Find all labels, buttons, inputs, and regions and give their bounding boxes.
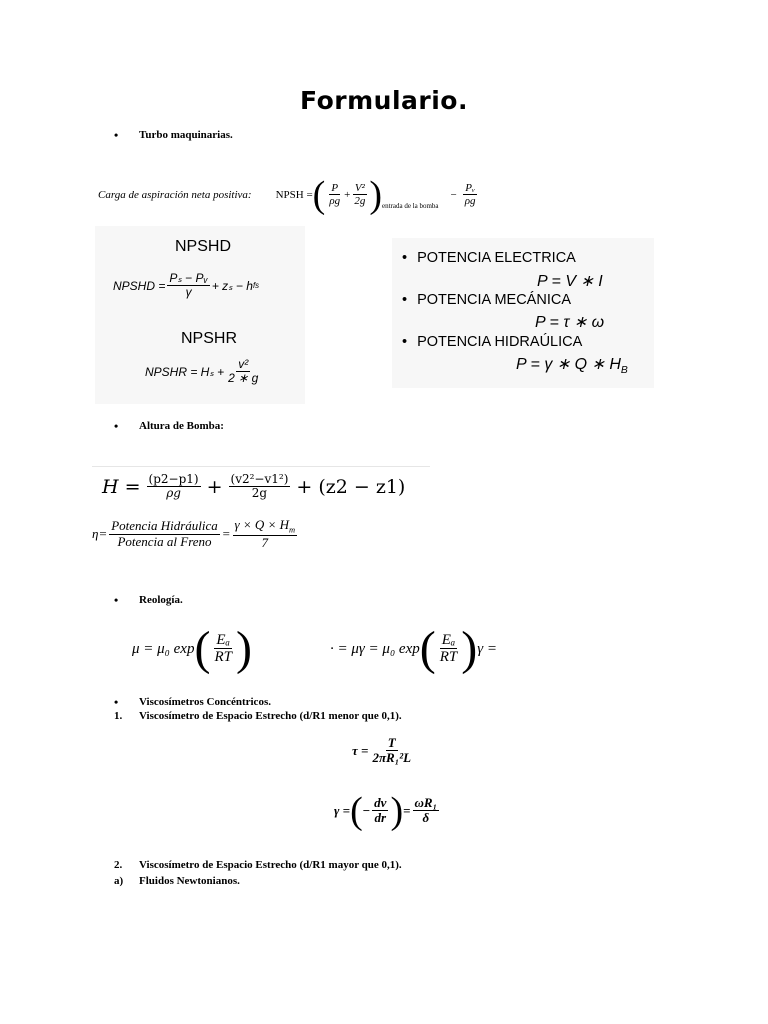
npsh-subscript: entrada de la bomba	[381, 202, 439, 210]
altura-num1: (p2−p1)	[148, 472, 199, 486]
bullet-icon: •	[114, 128, 119, 142]
altura-plus1: +	[206, 475, 223, 498]
npshr-num: v²	[238, 357, 249, 371]
npshd-rest: + zₛ − h	[211, 278, 253, 293]
eficiencia-den2: 7	[261, 534, 269, 550]
bullet-icon: •	[114, 419, 119, 433]
potencias-image	[392, 238, 654, 388]
altura-plus2: +	[296, 475, 313, 498]
altura-den1: ρg	[166, 486, 181, 501]
npsh-num2: V²	[354, 182, 365, 195]
npsh-label: Carga de aspiración neta positiva:	[98, 189, 252, 201]
section-turbo-label: Turbo maquinarias.	[139, 129, 233, 141]
paren-close-icon: )	[390, 790, 404, 832]
visco-item-2a	[114, 875, 240, 887]
eficiencia-num2-sub: m	[288, 524, 296, 535]
gamma-formula	[334, 792, 441, 830]
paren-open-icon: (	[312, 174, 326, 216]
bullet-icon: •	[114, 593, 119, 607]
potencia-electrica-formula: P = V ∗ I	[537, 273, 603, 290]
npsh-den1: ρg	[329, 195, 341, 208]
tau-den: 2πR₁²L	[372, 750, 412, 766]
visco-item-2	[114, 859, 402, 871]
section-reologia-label: Reología.	[139, 594, 183, 606]
bullet-icon: •	[402, 334, 408, 350]
potencia-hidraulica-label: POTENCIA HIDRAÚLICA	[417, 334, 583, 350]
npshd-rest-sub: fs	[252, 281, 260, 291]
npsh-plus: +	[344, 189, 351, 201]
tau-lhs: τ =	[352, 743, 369, 759]
bullet-icon: •	[114, 695, 119, 709]
npshd-npshr-image	[95, 226, 305, 404]
section-altura	[114, 419, 224, 433]
reologia-right-num: Eₐ	[441, 631, 456, 648]
reologia-left-lhs: μ = μ₀ exp	[132, 640, 195, 657]
npsh-lhs: NPSH =	[275, 189, 313, 201]
altura-formula-image	[92, 466, 430, 515]
npshd-den: γ	[185, 285, 192, 300]
npshr-heading: NPSHR	[181, 330, 238, 347]
npsh-den2: 2g	[354, 195, 366, 208]
bullet-icon: •	[402, 292, 408, 308]
altura-den2: 2g	[251, 486, 268, 501]
tau-num: T	[387, 735, 396, 750]
npsh-num1: P	[331, 182, 339, 195]
visco-item-2-label: Viscosímetro de Espacio Estrecho (d/R1 mayor que 0,1).	[139, 859, 402, 871]
potencia-electrica-label: POTENCIA ELECTRICA	[417, 250, 576, 266]
visco-item-2a-label: Fluidos Newtonianos.	[139, 875, 240, 887]
npsh-num3: Pᵥ	[465, 182, 476, 195]
gamma-lhs: γ =	[334, 803, 351, 818]
reologia-right-den: RT	[439, 649, 458, 666]
npshd-formula	[113, 272, 259, 300]
potencia-mecanica	[402, 292, 571, 308]
eficiencia-den1: Potencia al Freno	[117, 533, 212, 549]
potencia-mecanica-label: POTENCIA MECÁNICA	[417, 292, 571, 308]
npshd-heading: NPSHD	[175, 238, 232, 255]
paren-open-icon: (	[419, 622, 436, 675]
eficiencia-formula	[92, 518, 299, 551]
paren-close-icon: )	[369, 174, 382, 216]
reologia-left-den: RT	[214, 649, 232, 666]
potencia-hidraulica-formula-main: P = γ ∗ Q ∗ H	[516, 356, 621, 373]
paren-close-icon: )	[461, 622, 478, 675]
npshr-den: 2 ∗ g	[228, 371, 259, 386]
npshd-lhs: NPSHD =	[113, 278, 166, 293]
section-reologia	[114, 593, 183, 607]
paren-close-icon: )	[235, 622, 252, 675]
visco-item-1-num: 1.	[114, 710, 123, 722]
potencia-mecanica-formula: P = τ ∗ ω	[535, 314, 605, 331]
reologia-formula-right	[330, 622, 497, 676]
npsh-formula-image	[98, 176, 508, 214]
altura-num2: (v2²−v1²)	[230, 472, 289, 486]
eficiencia-eq: =	[221, 526, 231, 542]
gamma-num1: dv	[374, 794, 387, 810]
section-altura-label: Altura de Bomba:	[139, 420, 224, 432]
potencia-hidraulica-formula	[516, 354, 628, 376]
reologia-right-tail: γ =	[477, 640, 498, 657]
paren-open-icon: (	[194, 622, 211, 675]
altura-lhs: H =	[102, 475, 141, 498]
altura-tail: (z2 − z1)	[318, 475, 406, 498]
section-turbo	[114, 128, 233, 142]
gamma-inner: −	[362, 803, 371, 818]
reologia-left-num: Eₐ	[216, 631, 230, 648]
potencia-electrica	[402, 250, 576, 266]
bullet-icon: •	[402, 250, 408, 266]
gamma-den1: dr	[374, 810, 387, 826]
visco-item-1	[114, 710, 402, 722]
reologia-formula-left	[132, 622, 252, 676]
page-title: Formulario.	[300, 86, 468, 115]
npshr-formula	[145, 358, 262, 386]
npsh-den3: ρg	[464, 195, 476, 208]
tau-formula	[352, 736, 415, 766]
npshd-num: Pₛ − Pᵥ	[169, 271, 208, 285]
visco-item-1-label: Viscosímetro de Espacio Estrecho (d/R1 menor que 0,1).	[139, 710, 402, 722]
eficiencia-num2: γ × Q × H	[234, 517, 289, 532]
npsh-minus: −	[450, 189, 457, 201]
gamma-eq: =	[403, 803, 411, 818]
visco-item-2-num: 2.	[114, 859, 123, 871]
reologia-right-lhs: · = μγ = μ₀ exp	[330, 640, 420, 657]
gamma-num2: ωR₁	[414, 794, 438, 810]
section-visco-label: Viscosímetros Concéntricos.	[139, 696, 271, 708]
eficiencia-num1: Potencia Hidráulica	[111, 518, 218, 534]
section-visco	[114, 695, 271, 709]
paren-open-icon: (	[350, 790, 363, 832]
npshr-lhs: NPSHR = Hₛ +	[145, 364, 225, 379]
eficiencia-lhs: η=	[92, 526, 108, 542]
gamma-den2: δ	[422, 810, 430, 826]
visco-item-2a-num: a)	[114, 875, 124, 887]
potencia-hidraulica	[402, 334, 582, 350]
potencia-hidraulica-formula-sub: B	[620, 365, 628, 377]
